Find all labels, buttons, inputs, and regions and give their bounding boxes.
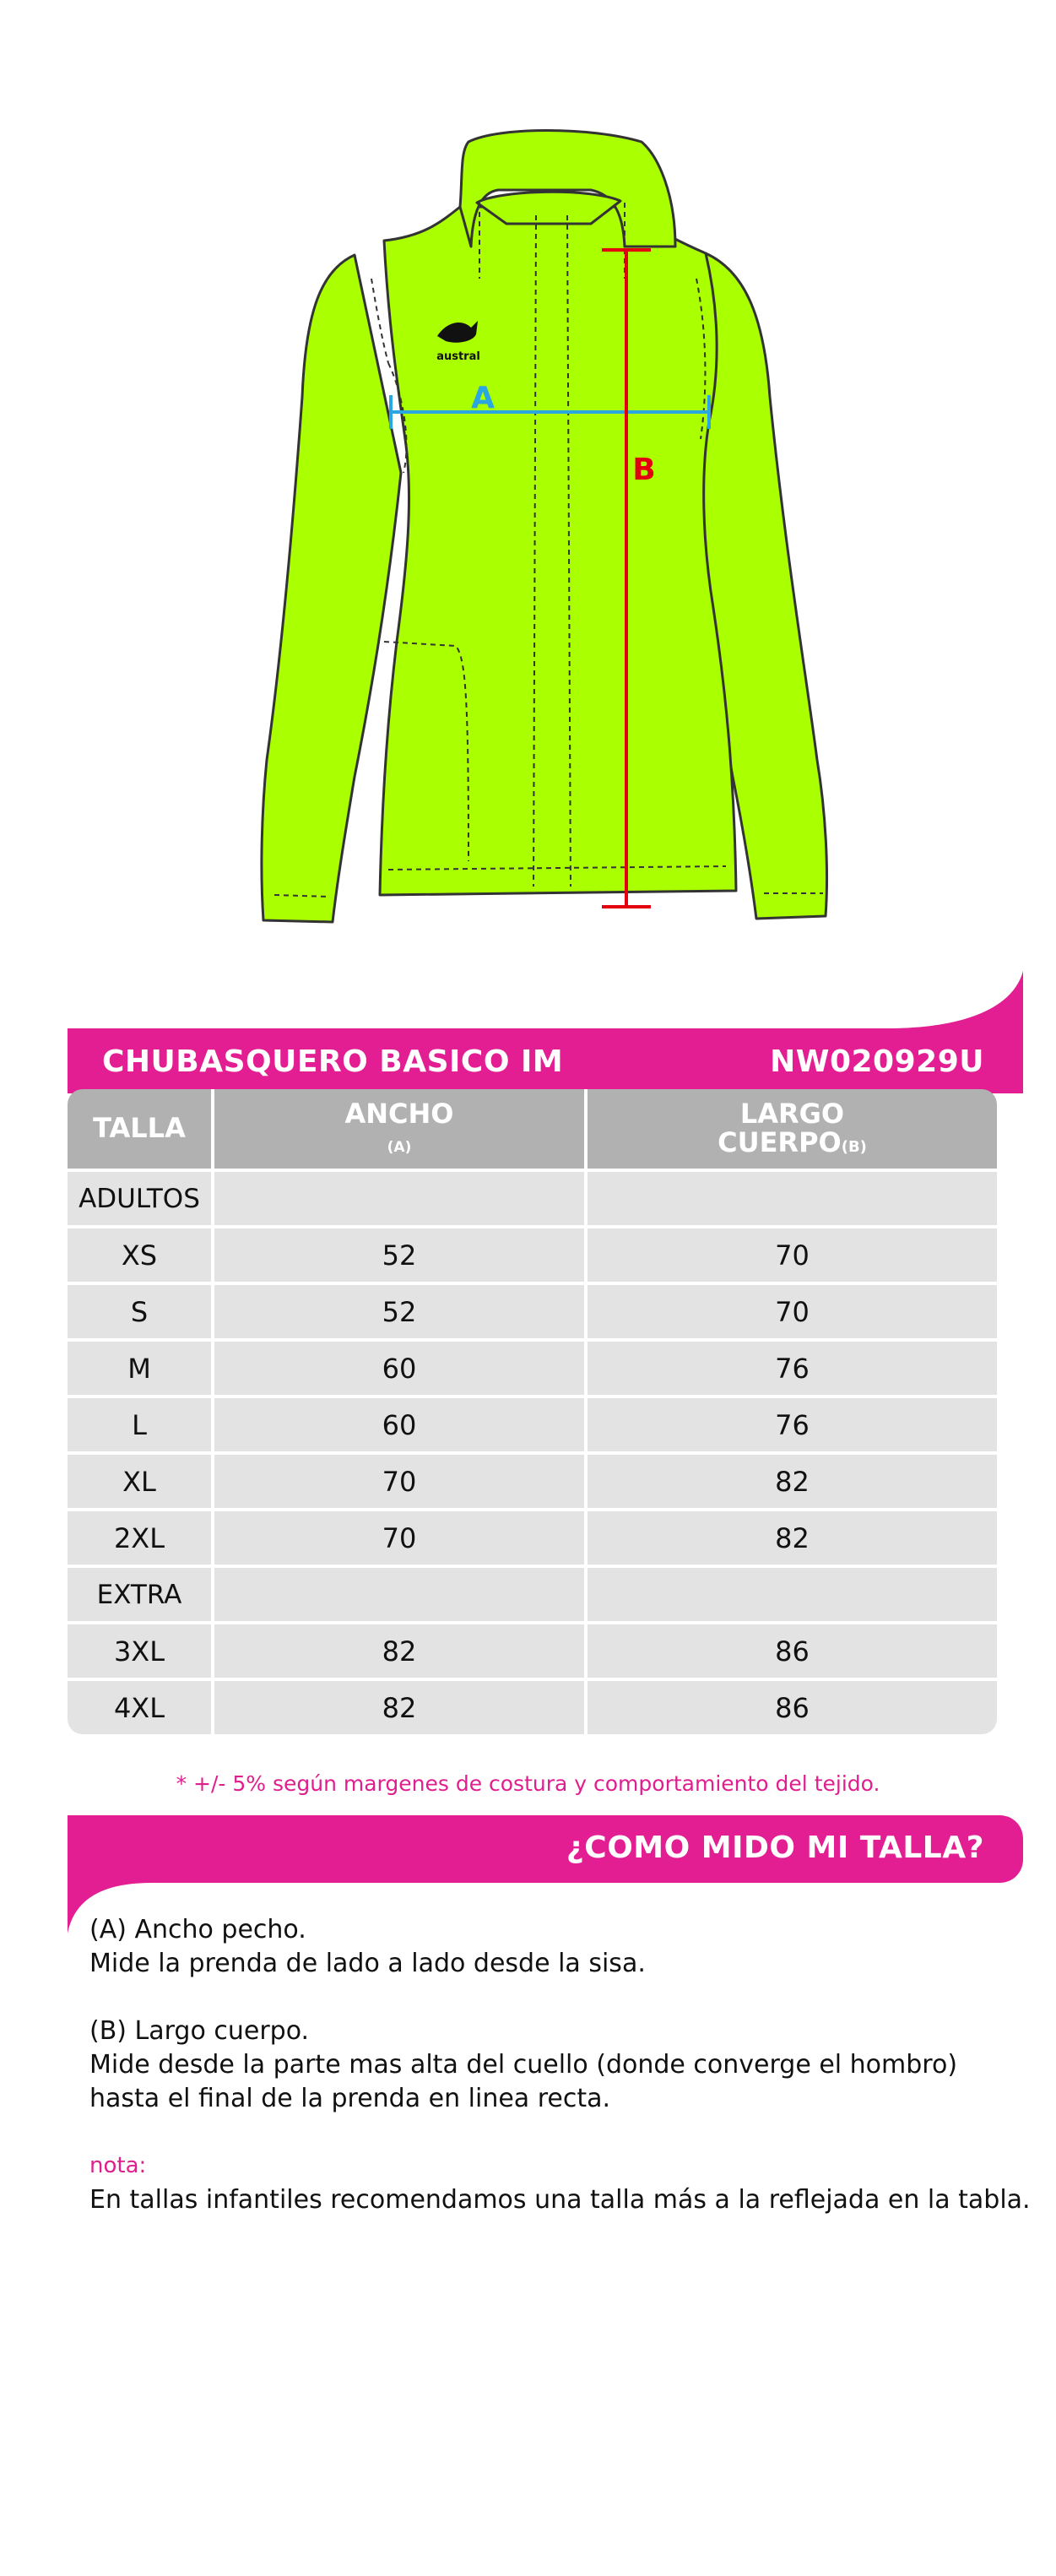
table-row: 4XL 82 86 <box>68 1681 997 1734</box>
howto-b-title: (B) Largo cuerpo. <box>89 2016 310 2046</box>
group-row-adultos <box>68 1172 997 1228</box>
table-row: S 52 70 <box>68 1285 997 1342</box>
table-row: 2XL 70 82 <box>68 1511 997 1568</box>
table-row: M 60 76 <box>68 1342 997 1398</box>
header-largo: LARGO CUERPO(B) <box>588 1089 997 1172</box>
howto-b-text-2: hasta el final de la prenda en linea recta. <box>89 2084 611 2113</box>
group-row-extra <box>68 1568 997 1624</box>
table-row: XL 70 82 <box>68 1455 997 1511</box>
header-ancho: ANCHO (A) <box>214 1089 588 1172</box>
howto-title: ¿COMO MIDO MI TALLA? <box>566 1830 984 1865</box>
group-label: EXTRA <box>68 1568 214 1624</box>
left-sleeve <box>262 255 401 922</box>
svg-text:austral: austral <box>436 350 480 363</box>
product-name: CHUBASQUERO BASICO IM <box>102 1044 564 1079</box>
product-code: NW020929U <box>770 1044 984 1079</box>
table-row: 3XL 82 86 <box>68 1624 997 1681</box>
measure-b-label: B <box>632 453 656 487</box>
howto-a-text: Mide la prenda de lado a lado desde la sisa. <box>89 1949 646 1978</box>
nota-text: En tallas infantiles recomendamos una talla más a la reflejada en la tabla. <box>89 2185 1031 2215</box>
howto-b-text-1: Mide desde la parte mas alta del cuello (donde converge el hombro) <box>89 2050 958 2080</box>
header-talla: TALLA <box>68 1089 214 1172</box>
howto-a-title: (A) Ancho pecho. <box>89 1915 306 1944</box>
jacket-body <box>380 207 736 895</box>
group-label: ADULTOS <box>68 1172 214 1228</box>
nota-label: nota: <box>89 2153 147 2178</box>
measure-a-label: A <box>471 381 495 415</box>
size-table <box>68 1089 997 1734</box>
table-row: XS 52 70 <box>68 1228 997 1285</box>
table-row: L 60 76 <box>68 1398 997 1455</box>
tolerance-footnote: * +/- 5% según margenes de costura y comportamiento del tejido. <box>176 1771 880 1796</box>
jacket-diagram <box>0 0 1056 946</box>
